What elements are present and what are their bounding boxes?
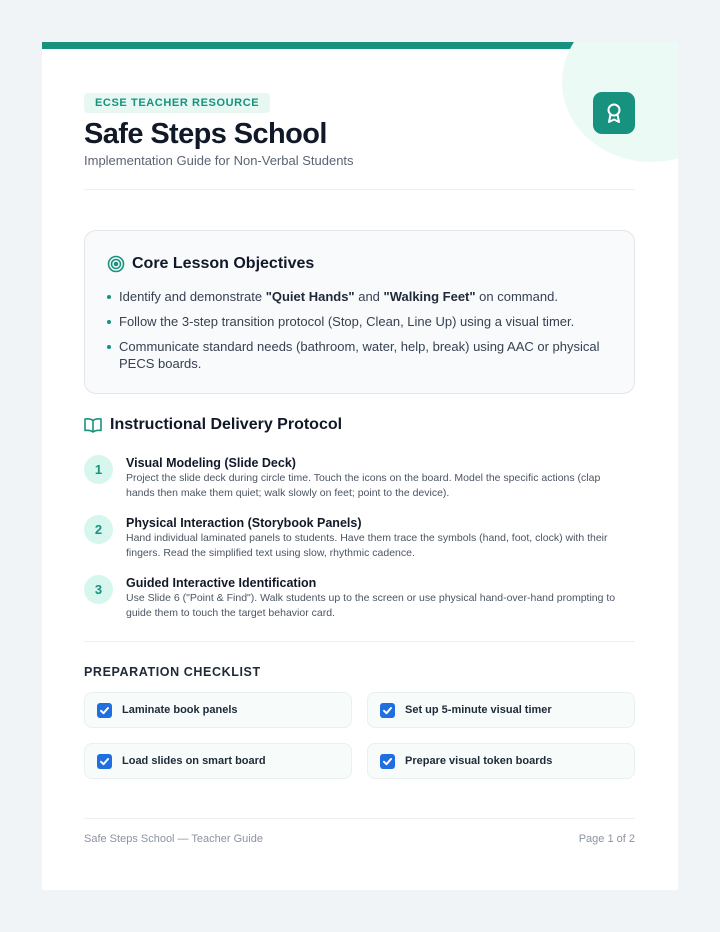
- checklist-item-label: Laminate book panels: [122, 704, 238, 716]
- checkbox-checked[interactable]: [97, 754, 112, 769]
- step-description: Use Slide 6 ("Point & Find"). Walk students up to the screen or use physical hand-over-hand prompting to guide them to touch the target behavior card.: [126, 592, 616, 619]
- footer-divider: [84, 818, 635, 819]
- step-number: 3: [84, 575, 113, 604]
- resource-eyebrow-label: ECSE TEACHER RESOURCE: [84, 93, 270, 113]
- protocol-title: Instructional Delivery Protocol: [110, 416, 343, 433]
- checklist-divider: [84, 641, 635, 642]
- protocol-steps: [84, 453, 635, 633]
- objective-item: Identify and demonstrate "Quiet Hands" and "Walking Feet" on command.: [107, 288, 617, 305]
- step-title: Guided Interactive Identification: [126, 576, 317, 590]
- step-description: Project the slide deck during circle time. Touch the icons on the board. Model the specific actions (clap hands then make them quiet; walk slowly on feet; point to the device).: [126, 472, 601, 499]
- protocol-step: [84, 453, 635, 513]
- checkmark-icon: [99, 705, 110, 716]
- objective-item: Follow the 3-step transition protocol (Stop, Clean, Line Up) using a visual timer.: [107, 313, 617, 330]
- checkbox-checked[interactable]: [380, 754, 395, 769]
- document-page: [42, 42, 678, 890]
- target-icon: [107, 255, 125, 273]
- award-ribbon-icon: [604, 102, 624, 124]
- checkbox-checked[interactable]: [380, 703, 395, 718]
- page-title: Safe Steps School: [84, 118, 327, 150]
- protocol-heading: [84, 416, 342, 434]
- step-number: 1: [84, 455, 113, 484]
- step-title: Visual Modeling (Slide Deck): [126, 456, 296, 470]
- objective-item: Communicate standard needs (bathroom, water, help, break) using AAC or physical PECS boards.: [107, 338, 617, 372]
- checkmark-icon: [382, 756, 393, 767]
- checkmark-icon: [99, 756, 110, 767]
- checkbox-checked[interactable]: [97, 703, 112, 718]
- footer-document-name: Safe Steps School — Teacher Guide: [84, 833, 263, 845]
- award-badge: [593, 92, 635, 134]
- checkmark-icon: [382, 705, 393, 716]
- checklist-item[interactable]: [84, 692, 352, 728]
- step-description: Hand individual laminated panels to students. Have them trace the symbols (hand, foot, clock) with their fingers. Read the simplified text using slow, rhythmic cadence.: [126, 532, 608, 559]
- open-book-icon: [84, 417, 102, 433]
- checklist-item[interactable]: [367, 743, 635, 779]
- step-title: Physical Interaction (Storybook Panels): [126, 516, 362, 530]
- page-subtitle: Implementation Guide for Non-Verbal Students: [84, 153, 354, 168]
- checklist-item[interactable]: [84, 743, 352, 779]
- footer-page-number: Page 1 of 2: [578, 833, 635, 845]
- checklist-item-label: Load slides on smart board: [122, 755, 266, 767]
- checklist-item-label: Prepare visual token boards: [405, 755, 553, 767]
- checklist-title: PREPARATION CHECKLIST: [84, 665, 261, 679]
- checklist-item-label: Set up 5-minute visual timer: [405, 704, 552, 716]
- objectives-heading: [107, 255, 314, 273]
- protocol-step: [84, 513, 635, 573]
- step-number: 2: [84, 515, 113, 544]
- header-divider: [84, 189, 635, 190]
- objectives-card: [84, 230, 635, 394]
- checklist-item[interactable]: [367, 692, 635, 728]
- protocol-step: [84, 573, 635, 633]
- objectives-list: [107, 288, 617, 380]
- objectives-title: Core Lesson Objectives: [132, 255, 315, 272]
